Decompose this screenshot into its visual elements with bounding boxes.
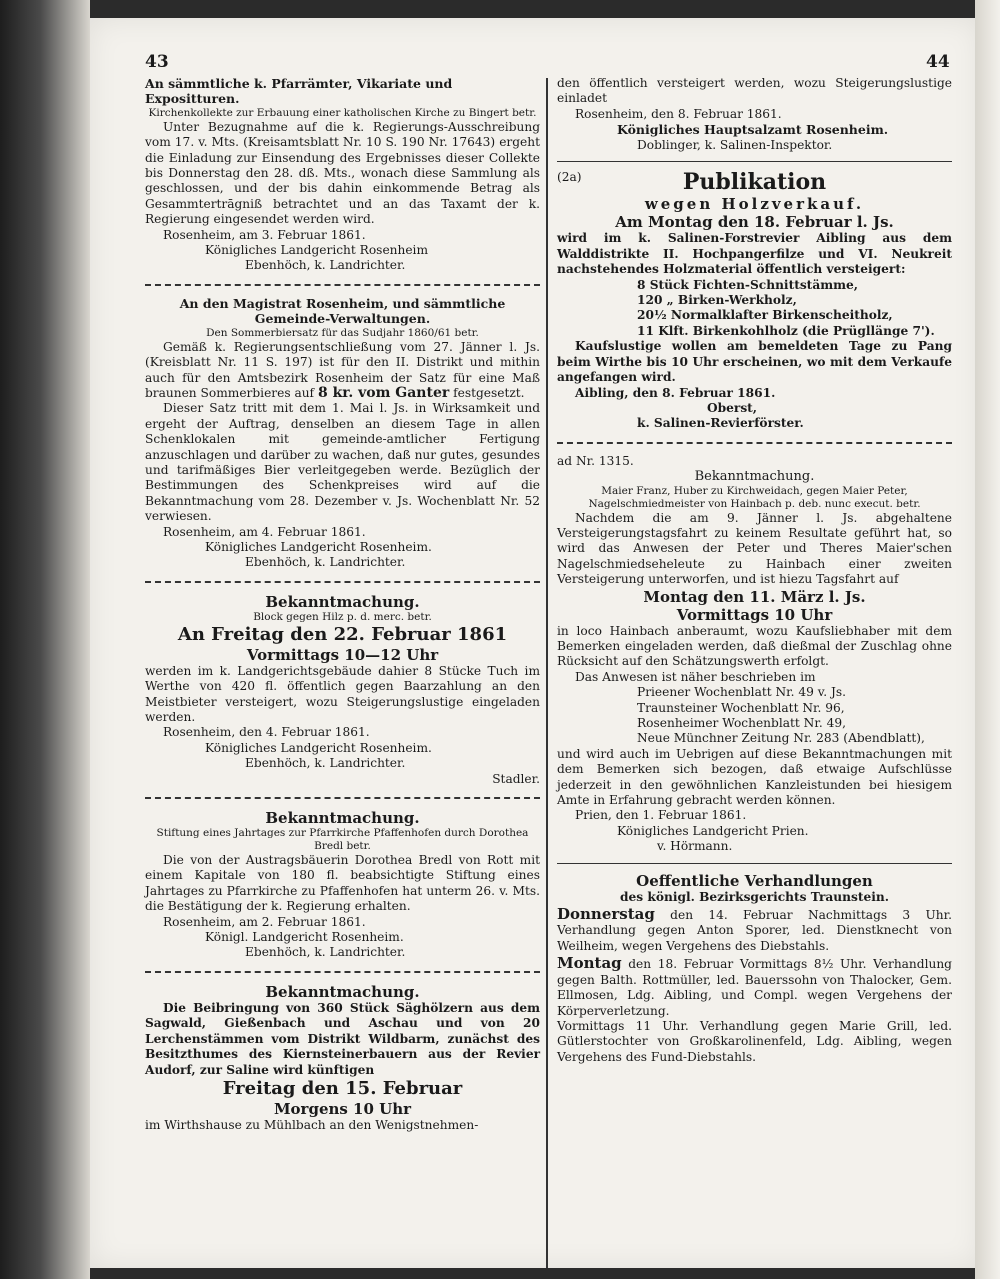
notice-court: Königl. Landgericht Rosenheim. [205,930,404,945]
notice-signer-title: k. Salinen-Revierförster. [637,416,804,431]
notice-heading: An sämmtliche k. Pfarrämter, Vikariate und Expositturen. [145,76,453,107]
notice-body: Nachdem die am 9. Jänner l. Js. abgehaltene Versteigerungstagsfahrt zu keinem Resultate geführt hat, so wird das Anwesen der Peter und Theres Maier'schen Nagelschmiedseheleute zu Hainbach einer zweiten Versteigerung unterworfen, und ist hiezu Tagsfahrt auf [557,510,952,587]
page-number-right: 44 [926,52,950,72]
notice-signer: Oberst, [707,400,758,415]
notice-continuation [557,76,952,153]
notice-title: Publikation [682,169,827,196]
notice-date-line: An Freitag den 22. Februar 1861 [177,623,508,645]
notice-sommerbier [145,296,540,571]
notice-date: Rosenheim, den 8. Februar 1861. [575,106,782,121]
notice-time-line: Vormittags 10 Uhr [676,605,833,624]
hearing-day: Montag [557,954,622,973]
list-item: Neue Münchner Zeitung Nr. 283 (Abendblatt), [637,731,925,746]
notice-body-part: festgesetzt. [449,385,525,400]
notice-signer: Doblinger, k. Salinen-Inspektor. [637,137,833,152]
hearing-entry: Vormittags 11 Uhr. Verhandlung gegen Marie Grill, led. Gütlerstochter von Großkarolinenfeld, Ldg. Aibling, wegen Vergehens des Fund-Diebstahls. [557,1018,952,1064]
page-number-left: 43 [145,52,169,72]
notice-publikation [557,170,952,432]
notice-signer: Ebenhöch, k. Landrichter. [245,258,406,273]
notice-date-line: Freitag den 15. Februar [222,1077,463,1099]
notice-body: im Wirthshause zu Mühlbach an den Wenigstnehmen- [145,1117,479,1132]
notice-subheading: Block gegen Hilz p. d. merc. betr. [253,610,432,623]
notice-heading: An den Magistrat Rosenheim, und sämmtliche Gemeinde-Verwaltungen. [179,295,506,327]
section-divider [557,161,952,162]
notice-office: Königliches Hauptsalzamt Rosenheim. [617,122,889,138]
notice-date: Rosenheim, den 4. Februar 1861. [163,725,370,740]
notice-body: Die von der Austragsbäuerin Dorothea Bredl von Rott mit einem Kapitale von 180 fl. beabsichtigte Stiftung eines Jahrtages zu Pfarrkirche zu Pfaffenhofen hat unterm 26. v. Mts. die Bestätigung der k. Regierung erhalten. [145,853,540,914]
hearing-day: Donnerstag [557,905,655,924]
section-divider [557,442,952,444]
section-divider [145,971,540,973]
notice-body: Die Beibringung von 360 Stück Säghölzern aus dem Sagwald, Gießenbach und Aschau und von 20 Lerchenstämmen vom Distrikt Wildbarm, zunächst des Besitzthumes des Kiernsteinerbauern aus der Revier Audorf, zur Saline wird künftigen [145,1000,540,1077]
notice-signer: v. Hörmann. [657,839,733,854]
notice-subheading: des königl. Bezirksgerichts Traunstein. [620,889,889,904]
notice-court: Königliches Landgericht Rosenheim. [205,740,432,755]
notice-date: Rosenheim, am 4. Februar 1861. [163,524,366,539]
notice-ref: ad Nr. 1315. [557,453,634,468]
notice-marker: (2a) [557,170,582,185]
notice-date: Rosenheim, am 3. Februar 1861. [163,227,366,242]
notice-signer-secondary: Stadler. [492,771,540,786]
notice-date: Rosenheim, am 2. Februar 1861. [163,914,366,929]
notice-court: Königliches Landgericht Rosenheim [205,243,429,258]
notice-subtitle: wegen Holzverkauf. [644,195,865,214]
hearing-entry [557,954,952,1019]
hearing-text: den 18. Februar Vormittags 8½ Uhr. Verhandlung gegen Balth. Rottmüller, led. Bauerssohn von Thalocker, Gem. Ellmosen, Ldg. Aibling, und Compl. wegen Vergehens der Körperverletzung. [557,957,952,1018]
notice-heading: Bekanntmachung. [265,982,420,1001]
section-divider [145,284,540,286]
notice-subheading: Kirchenkollekte zur Erbauung einer katholischen Kirche zu Bingert betr. [148,106,537,119]
notice-stiftung [145,809,540,961]
item-list [557,278,952,340]
section-divider [145,581,540,583]
notice-body: werden im k. Landgerichtsgebäude dahier 8 Stücke Tuch im Werthe von 420 fl. öffentlich gegen Baarzahlung an den Meistbieter versteigert, wozu Steigerungslustige eingeladen werden. [145,663,540,724]
notice-body: den öffentlich versteigert werden, wozu Steigerungslustige einladet [557,76,952,106]
notice-body: wird im k. Salinen-Forstrevier Aibling aus dem Walddistrikte II. Hochpangerfilze und VI. Neukreit nachstehendes Holzmaterial öffentlich versteigert: [557,231,952,277]
right-column [557,76,952,1065]
notice-tuch [145,593,540,787]
notice-saeghoelzer [145,983,540,1133]
notice-body: in loco Hainbach anberaumt, wozu Kaufsliebhaber mit dem Bemerken eingeladen werden, daß dießmal der Zuschlag ohne Rücksicht auf den Schätzungswerth erfolgt. [557,623,952,669]
notice-date: Prien, den 1. Februar 1861. [575,808,747,823]
list-item: 120 „ Birken-Werkholz, [637,293,797,308]
notice-subheading: Maier Franz, Huber zu Kirchweidach, gegen Maier Peter, Nagelschmiedmeister von Hainbach p. deb. nunc execut. betr. [588,484,921,510]
notice-body: Unter Bezugnahme auf die k. Regierungs-Ausschreibung vom 17. v. Mts. (Kreisamtsblatt Nr. 10 S. 190 Nr. 17643) ergeht die Einladung zur Einsendung des Ergebnisses dieser Collekte bis Donnerstag den 28. dß. Mts., wonach diese Sammlung als geschlossen, und der bis dahin einkommende Betrag als Gesammtertrāgniß betrachtet und an das Taxamt der k. Regierung eingesendet werden wird. [145,119,540,227]
book-spine [0,0,90,1279]
notice-time-line: Morgens 10 Uhr [273,1099,412,1118]
notice-body: und wird auch im Uebrigen auf diese Bekanntmachungen mit dem Bemerken sich bezogen, daß etwaige Aufschlüsse jederzeit in den gewöhnlichen Kanzleistunden bei hiesigem Amte in Erfahrung gebracht werden können. [557,746,952,808]
page-edge [975,0,1000,1279]
hearing-entry [557,905,952,954]
list-item: 8 Stück Fichten-Schnittstämme, [637,277,858,292]
column-divider [546,78,548,1268]
notice-signer: Ebenhöch, k. Landrichter. [245,945,406,960]
notice-body: Kaufslustige wollen am bemeldeten Tage zu Pang beim Wirthe bis 10 Uhr erscheinen, wo mit dem Verkaufe angefangen wird. [557,339,952,385]
notice-court: Königliches Landgericht Rosenheim. [205,539,432,554]
notice-body-part: Gemäß k. Regierungsentschließung vom 27. Jänner l. Js. (Kreisblatt Nr. 11 S. 197) ist für den II. Distrikt und mithin auch für den Amtsbezirk Rosenheim der Satz für eine Maß braunen Sommerbieres auf [145,339,540,400]
list-item: Rosenheimer Wochenblatt Nr. 49, [637,716,846,730]
notice-body: Dieser Satz tritt mit dem 1. Mai l. Js. in Wirksamkeit und ergeht der Auftrag, denselben an diesem Tage in allen Schenklokalen mit gemeinde-amtlicher Fertigung anzuschlagen und darüber zu wachen, daß nur gutes, gesundes und tarifmäßiges Bier verleitgegeben werde. Bezüglich der Bestimmungen des Schenkpreises wird auf die Bekanntmachung vom 28. Dezember v. Js. Wochenblatt Nr. 52 verwiesen. [145,401,540,524]
left-column [145,76,540,1133]
notice-subheading: Stiftung eines Jahrtages zur Pfarrkirche Pfaffenhofen durch Dorothea Bredl betr. [156,827,529,853]
notice-verhandlungen [557,872,952,1065]
notice-signer: Ebenhöch, k. Landrichter. [245,756,406,771]
notice-time-line: Vormittags 10—12 Uhr [246,645,439,664]
notice-signer: Ebenhöch, k. Landrichter. [245,555,406,570]
notice-price: 8 kr. vom Ganter [317,384,450,401]
notice-pfarraemter [145,76,540,274]
notice-hainbach [557,454,952,855]
section-divider [557,863,952,864]
notice-heading: Bekanntmachung. [265,592,420,611]
reference-list [557,685,952,747]
notice-subheading: Den Sommerbiersatz für das Sudjahr 1860/61 betr. [206,326,479,339]
list-item: Traunsteiner Wochenblatt Nr. 96, [637,700,845,715]
notice-date-line: Montag den 11. März l. Js. [643,587,866,606]
notice-heading: Bekanntmachung. [265,809,420,828]
notice-body [145,340,540,402]
list-item: 20½ Normalklafter Birkenscheitholz, [637,308,893,323]
notice-date: Aibling, den 8. Februar 1861. [575,385,776,400]
notice-heading: Oeffentliche Verhandlungen [636,871,873,890]
section-divider [145,797,540,799]
list-item: Prieener Wochenblatt Nr. 49 v. Js. [637,685,846,700]
hearing-text: den 14. Februar Nachmittags 3 Uhr. Verhandlung gegen Anton Sporer, led. Dienstknecht von Weilheim, wegen Vergehens des Diebstahls. [557,908,952,953]
notice-body: Das Anwesen ist näher beschrieben im [575,669,816,684]
notice-date-line: Am Montag den 18. Februar l. Js. [615,213,894,232]
list-item: 11 Klft. Birkenkohlholz (die Prügllänge 7'). [637,323,935,338]
notice-court: Königliches Landgericht Prien. [617,823,809,838]
notice-heading: Bekanntmachung. [694,469,815,485]
